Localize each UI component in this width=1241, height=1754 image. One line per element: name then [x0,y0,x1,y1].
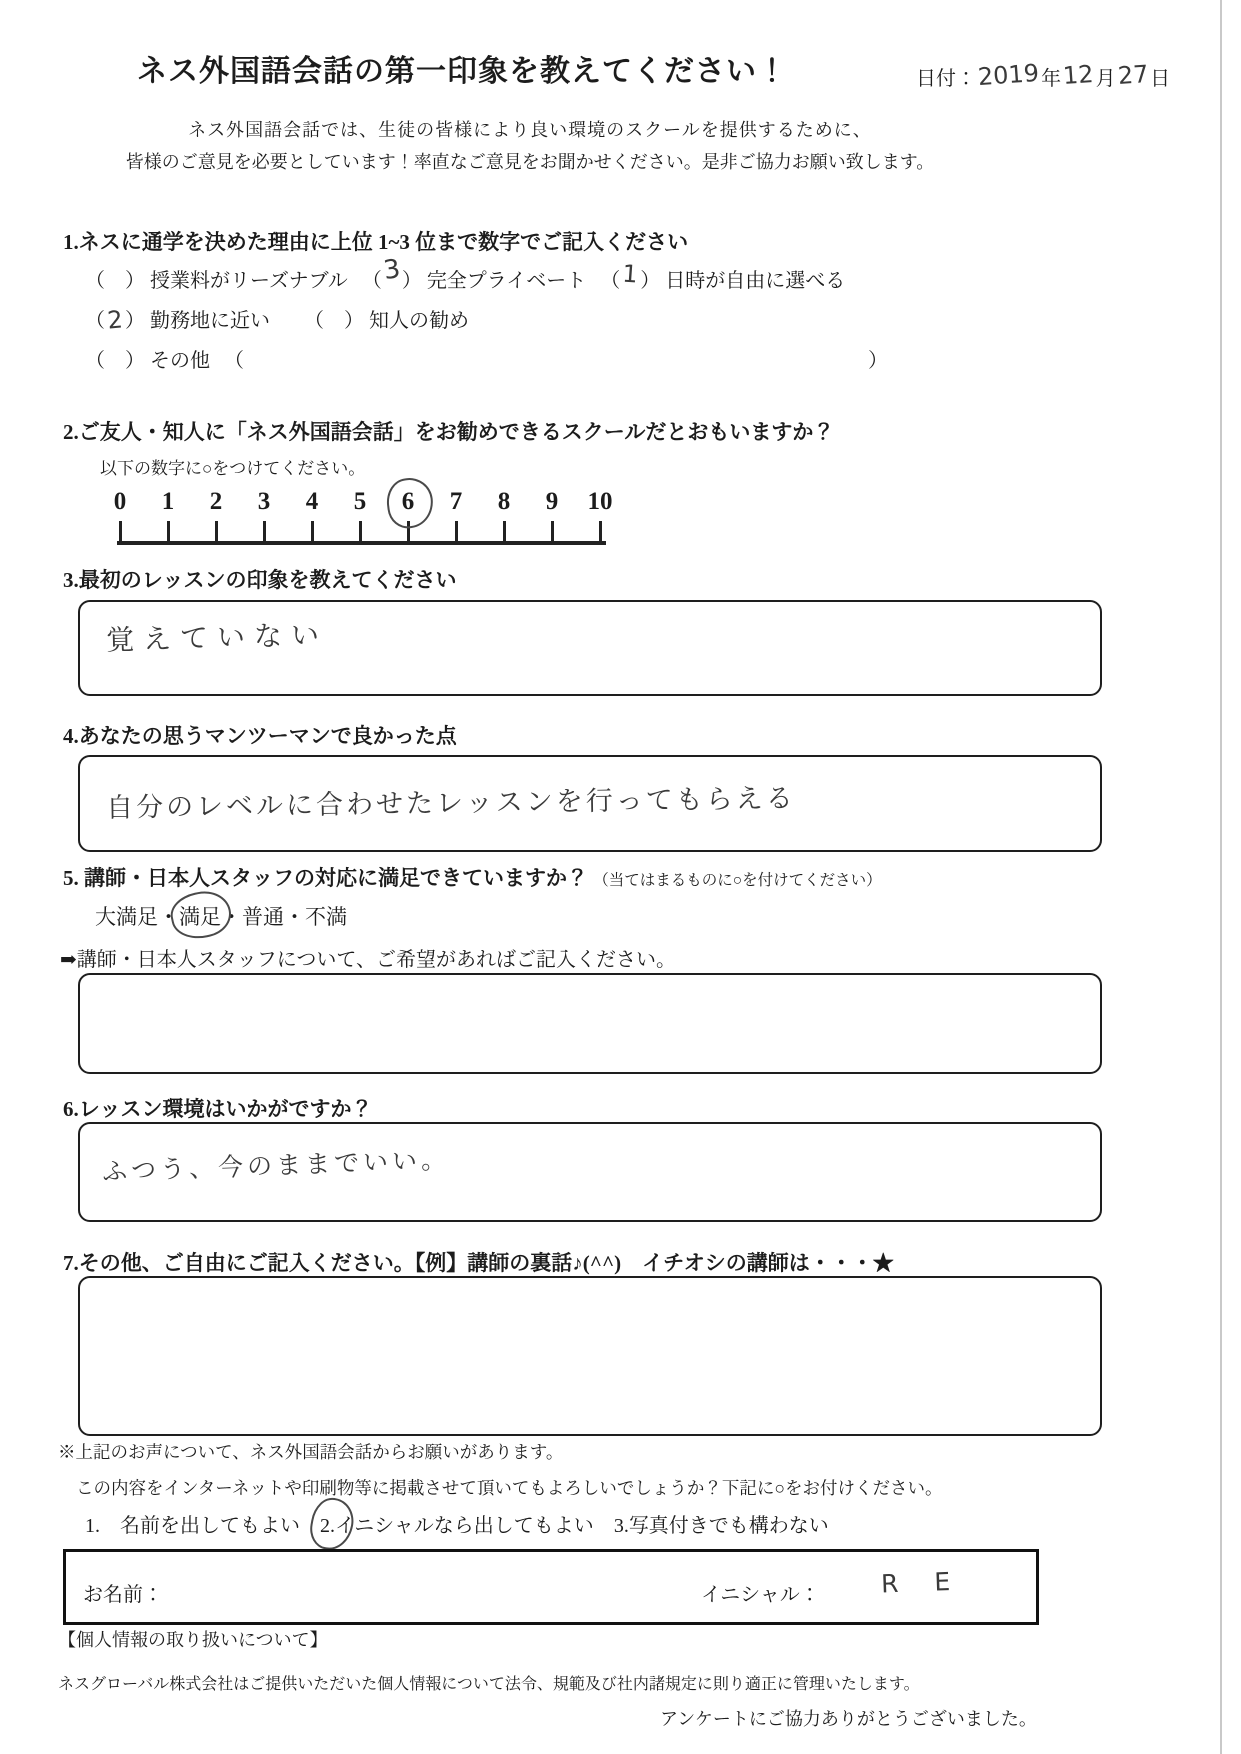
q6-answer-box [78,1122,1102,1222]
q1-opt2-paren-close: ） [401,270,422,292]
publish-option-name-ok: 1. 名前を出してもよい [85,1515,300,1537]
q5-separator: ・ [158,905,179,929]
q6-handwritten-answer: ふつう、今のままでいい。 [101,1144,451,1187]
scale-number-5: 5 [353,488,367,515]
thanks-message: アンケートにご協力ありがとうございました。 [660,1709,1037,1729]
scale-number-8: 8 [497,488,511,515]
date-year-unit: 年 [1041,68,1062,90]
q1-opt5-paren-open: （ [304,310,324,332]
date-month-unit: 月 [1095,68,1116,90]
publish-option-photo-ok: 3.写真付きでも構わない [613,1515,829,1537]
intro-line-1: ネス外国語会話では、生徒の皆様により良い環境のスクールを提供するために、 [188,120,872,140]
q4-handwritten-answer: 自分のレベルに合わせたレッスンを行ってもらえる [105,783,796,824]
q1-opt2-rank-value: 3 [381,253,403,287]
q1-opt1-paren-close: ） [125,270,145,292]
scale-tick-9 [551,521,554,541]
q1-opt2-paren-open: （ [361,270,382,292]
q1-opt5-paren-close: ） [344,310,364,332]
q1-opt2-label: 完全プライベート [426,270,587,292]
scale-number-0: 0 [113,488,127,515]
q1-opt3-rank-value: 1 [621,259,639,289]
q5-separator: ・ [284,905,305,929]
q1-opt4-paren-close: ） [125,310,145,332]
q3-heading: 3.最初のレッスンの印象を教えてください [63,568,457,592]
q6-heading: 6.レッスン環境はいかがですか？ [63,1097,373,1121]
scale-number-1: 1 [161,488,175,515]
scan-edge-line [1220,0,1222,1754]
scale-tick-2 [215,521,218,541]
scale-tick-10 [599,521,602,541]
q7-heading: 7.その他、ご自由にご記入ください。【例】講師の裏話♪(^^) イチオシの講師は・・・★ [63,1251,894,1275]
privacy-statement: ネスグローバル株式会社はご提供いただいた個人情報について法令、規範及び社内諸規定に則り適正に管理いたします。 [58,1676,920,1693]
q1-opt6-paren-close: ） [125,350,145,372]
scale-tick-3 [263,521,266,541]
scale-baseline [117,541,606,545]
q1-option-row-3 [85,344,244,373]
recommend-scale [105,488,629,550]
date-day-handwritten: 27 [1116,59,1149,91]
scale-tick-5 [359,521,362,541]
q1-option-row-1 [85,253,846,294]
q1-opt3-label: 日時が自由に選べる [665,270,846,292]
name-initial-box [63,1549,1039,1625]
q4-answer-box [78,755,1102,852]
date-year-handwritten: 2019 [976,58,1040,92]
privacy-section-title: 【個人情報の取り扱いについて】 [58,1630,328,1650]
q5-heading-text: 5. 講師・日本人スタッフの対応に満足できていますか？ [63,866,588,890]
scale-number-10: 10 [587,488,613,515]
publish-option-initial-ok [320,1509,594,1538]
q1-other-freeform-paren-open: （ [224,350,244,372]
q2-heading: 2.ご友人・知人に「ネス外国語会話」をお勧めできるスクールだとおもいますか？ [63,420,835,444]
scale-tick-0 [119,521,122,541]
publish-question: この内容をインターネットや印刷物等に掲載させて頂いてもよろしいでしょうか？下記に○をお付けください。 [76,1478,943,1498]
date-day-unit: 日 [1150,68,1171,90]
q1-opt4-rank-value: 2 [106,305,124,335]
publish-option-initial-ok-label: 2.イニシャルなら出してもよい [320,1515,594,1537]
q1-option-row-2 [85,304,469,333]
publish-note: ※上記のお声について、ネス外国語会話からお願いがあります。 [58,1442,564,1462]
q5-followup-prompt: ➡講師・日本人スタッフについて、ご希望があればご記入ください。 [60,949,676,971]
q2-instruction: 以下の数字に○をつけてください。 [100,459,366,478]
page-title: ネス外国語会話の第一印象を教えてください！ [137,55,788,88]
q5-option-satisfied-label: 満足 [179,905,221,929]
date-label: 日付： [916,68,976,90]
q5-selected-circle [167,886,235,943]
scale-number-7: 7 [449,488,463,515]
scale-tick-4 [311,521,314,541]
q4-heading: 4.あなたの思うマンツーマンで良かった点 [63,724,457,748]
q3-handwritten-answer: 覚えていない [105,618,329,657]
q5-option-normal: 普通 [242,905,284,929]
q5-heading [63,862,882,892]
q1-opt4-label: 勤務地に近い [150,310,270,332]
scale-tick-1 [167,521,170,541]
scale-tick-7 [455,521,458,541]
q3-answer-box [78,600,1102,696]
scale-number-2: 2 [209,488,223,515]
scale-number-4: 4 [305,488,319,515]
q1-opt6-paren-open: （ [85,350,105,372]
date-field [916,58,1171,92]
scale-number-3: 3 [257,488,271,515]
date-month-handwritten: 12 [1061,59,1095,91]
q5-separator: ・ [221,905,242,929]
q5-heading-note: （当てはまるものに○を付けてください） [593,872,882,889]
q5-option-satisfied [179,901,221,931]
q5-satisfaction-options [95,901,347,931]
publish-selected-circle [307,1495,357,1554]
q1-opt6-label: その他 [150,350,210,372]
q1-heading: 1.ネスに通学を決めた理由に上位 1~3 位まで数字でご記入ください [63,230,689,254]
scale-tick-8 [503,521,506,541]
q1-opt3-paren-open: （ [600,270,621,292]
initial-label: イニシャル： [701,1584,820,1606]
q5-option-very-satisfied: 大満足 [95,905,158,929]
publish-options [85,1509,829,1538]
q1-opt3-paren-close: ） [640,270,661,292]
q1-opt1-paren-open: （ [85,270,105,292]
q7-answer-box [78,1276,1102,1436]
initial-handwritten-value: R E [880,1566,965,1599]
scale-number-9: 9 [545,488,559,515]
q1-opt5-label: 知人の勧め [369,310,469,332]
q1-opt1-label: 授業料がリーズナブル [150,270,348,292]
name-label: お名前： [83,1584,163,1606]
q5-answer-box [78,973,1102,1074]
q1-opt4-paren-open: （ [85,310,105,332]
q1-other-freeform-paren-close: ） [868,350,888,372]
q5-option-unsatisfied: 不満 [305,905,347,929]
selected-score-circle [384,475,436,530]
scale-number-6: 6 [401,488,415,515]
intro-line-2: 皆様のご意見を必要としています！率直なご意見をお聞かせください。是非ご協力お願い致します。 [125,152,935,172]
